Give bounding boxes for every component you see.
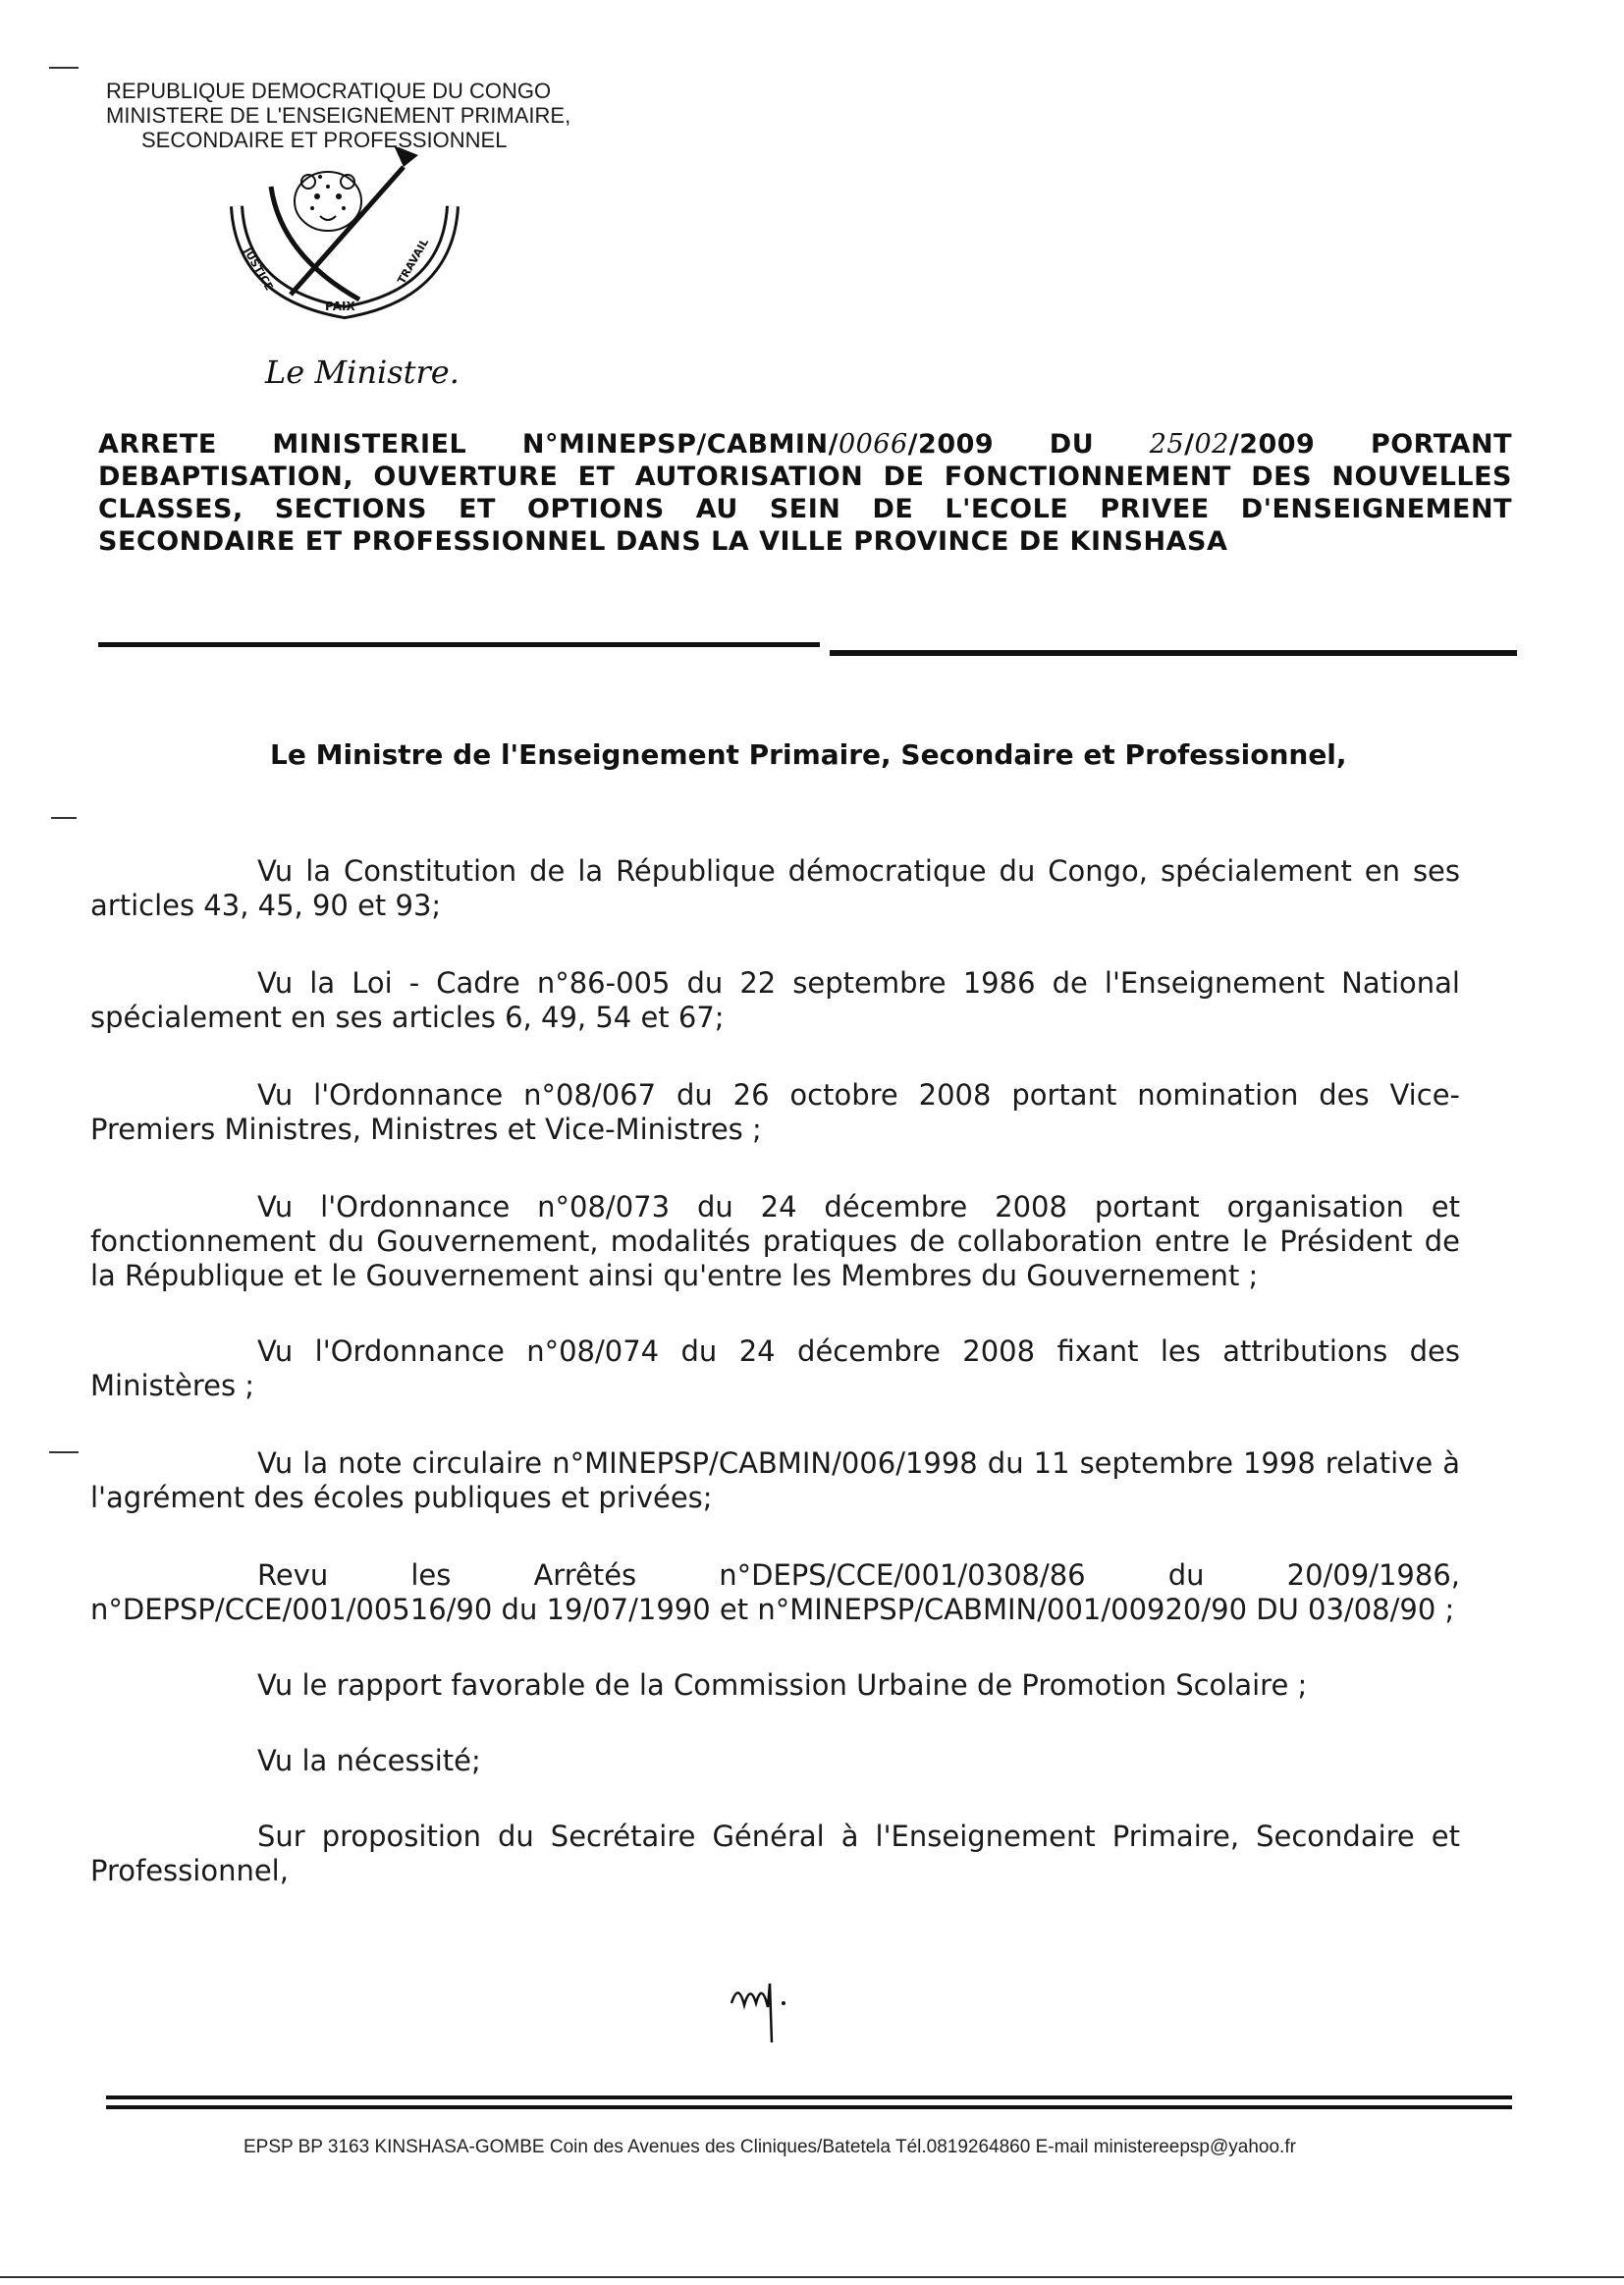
decree-day: 25 xyxy=(1149,429,1185,460)
considerations xyxy=(90,854,1460,1888)
decree-title xyxy=(98,428,1512,558)
consideration-item: Vu la note circulaire n°MINEPSP/CABMIN/006/1998 du 11 septembre 1998 relative à l'agrément des écoles publiques et privées; xyxy=(90,1446,1460,1514)
initials-paraph xyxy=(727,1974,795,2052)
minister-heading: Le Ministre de l'Enseignement Primaire, Secondaire et Professionnel, xyxy=(270,738,1347,771)
consideration-item: Vu l'Ordonnance n°08/074 du 24 décembre 2008 fixant les attributions des Ministères ; xyxy=(90,1334,1460,1402)
decree-month: 02 xyxy=(1194,429,1229,460)
footer-contact: EPSP BP 3163 KINSHASA-GOMBE Coin des Avenues des Cliniques/Batetela Tél.0819264860 E-mail ministereepsp@yahoo.fr xyxy=(244,2137,1296,2157)
consideration-item: Vu l'Ordonnance n°08/067 du 26 octobre 2008 portant nomination des Vice-Premiers Ministres, Ministres et Vice-Ministres ; xyxy=(90,1078,1460,1146)
emblem-motto-bottom: PAIX xyxy=(325,299,355,313)
page-bottom-edge xyxy=(0,2276,1624,2278)
consideration-item: Revu les Arrêtés n°DEPS/CCE/001/0308/86 du 20/09/1986, n°DEPSP/CCE/001/00516/90 du 19/07/1990 et n°MINEPSP/CABMIN/001/00920/90 DU 03/08/90 ; xyxy=(90,1558,1460,1626)
minister-title-handwritten: Le Ministre. xyxy=(265,354,460,391)
letterhead-country: REPUBLIQUE DEMOCRATIQUE DU CONGO xyxy=(106,79,552,103)
decree-prefix: ARRETE MINISTERIEL N°MINEPSP/CABMIN/ xyxy=(98,429,839,460)
letterhead-ministry-cont: SECONDAIRE ET PROFESSIONNEL xyxy=(141,128,508,152)
footer-rule-top xyxy=(106,2095,1512,2099)
consideration-item: Vu le rapport favorable de la Commission Urbaine de Promotion Scolaire ; xyxy=(257,1668,1308,1702)
consideration-item: Vu l'Ordonnance n°08/073 du 24 décembre 2008 portant organisation et fonctionnement du Gouvernement, modalités pratiques de collaboration entre le Président de la République et le Gouvernement ainsi qu'entre les Membres du Gouvernement ; xyxy=(90,1190,1460,1292)
consideration-item: Vu la nécessité; xyxy=(257,1744,481,1777)
letterhead xyxy=(106,79,715,152)
tusk-icon xyxy=(271,187,359,299)
emblem-motto-right: TRAVAIL xyxy=(395,236,432,287)
decree-year-du: /2009 DU xyxy=(907,429,1150,460)
coat-of-arms-emblem xyxy=(222,147,467,334)
scan-mark xyxy=(51,817,77,819)
letterhead-ministry: MINISTERE DE L'ENSEIGNEMENT PRIMAIRE, xyxy=(106,103,571,128)
title-rule-right xyxy=(830,650,1517,656)
consideration-item: Vu la Constitution de la République démocratique du Congo, spécialement en ses articles 43, 45, 90 et 93; xyxy=(90,854,1460,922)
decree-date-sep: / xyxy=(1184,429,1195,460)
decree-number: 0066 xyxy=(838,429,908,460)
decree-subject: /2009 PORTANT DEBAPTISATION, OUVERTURE ET AUTORISATION DE FONCTIONNEMENT DES NOUVELLES CLASSES, SECTIONS ET OPTIONS AU SEIN DE L'ECOLE PRIVEE D'ENSEIGNEMENT SECONDAIRE ET PROFESSIONNEL DANS LA VILLE PROVINCE DE KINSHASA xyxy=(98,429,1512,557)
scan-mark xyxy=(49,67,79,69)
leopard-head-icon xyxy=(295,172,361,231)
footer-rule-bottom xyxy=(106,2105,1512,2109)
title-rule-left xyxy=(98,642,820,647)
consideration-item: Vu la Loi - Cadre n°86-005 du 22 septembre 1986 de l'Enseignement National spécialement en ses articles 6, 49, 54 et 67; xyxy=(90,966,1460,1034)
scan-mark xyxy=(49,1451,79,1453)
emblem-motto-left: JUSTICE xyxy=(241,245,276,294)
consideration-item: Sur proposition du Secrétaire Général à l'Enseignement Primaire, Secondaire et Professionnel, xyxy=(90,1820,1460,1887)
